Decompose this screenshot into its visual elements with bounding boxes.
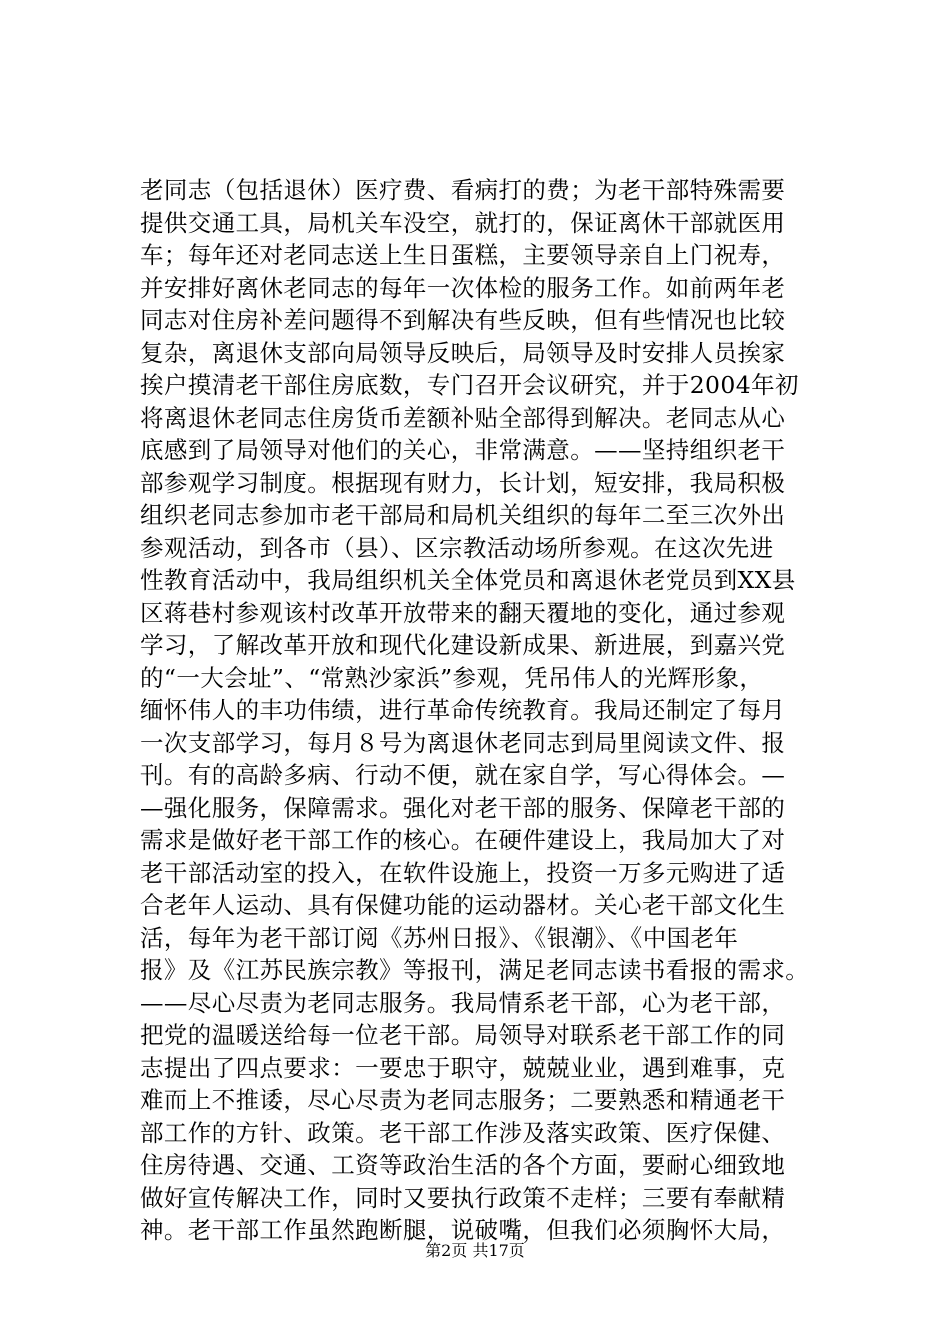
text-line: —强化服务，保障需求。强化对老干部的服务、保障老干部的: [140, 793, 786, 822]
text-line: 难而上不推诿，尽心尽责为老同志服务；二要熟悉和精通老干: [140, 1086, 786, 1114]
text-line: 挨户摸清老干部住房底数，专门召开会议研究，并于2004年初: [140, 371, 799, 399]
text-line: 住房待遇、交通、工资等政治生活的各个方面，要耐心细致地: [140, 1151, 786, 1179]
text-line: 复杂，离退休支部向局领导反映后，局领导及时安排人员挨家: [140, 338, 786, 367]
text-line: 参观活动，到各市（县）、区宗教活动场所参观。在这次先进: [140, 533, 774, 562]
text-line: 把党的温暖送给每一位老干部。局领导对联系老干部工作的同: [140, 1021, 786, 1049]
text-line: 区蒋巷村参观该村改革开放带来的翻天覆地的变化，通过参观: [140, 598, 786, 627]
text-line: 的“一大会址”、“常熟沙家浜”参观，凭吊伟人的光辉形象，: [140, 663, 764, 692]
text-line: 神。老干部工作虽然跑断腿，说破嘴，但我们必须胸怀大局，: [140, 1216, 786, 1244]
text-line: 并安排好离休老同志的每年一次体检的服务工作。如前两年老: [140, 273, 786, 302]
text-line: 性教育活动中，我局组织机关全体党员和离退休老党员到XX县: [140, 566, 796, 594]
body-text: [140, 174, 860, 1247]
text-line: 将离退休老同志住房货币差额补贴全部得到解决。老同志从心: [140, 403, 786, 432]
text-line: 活，每年为老干部订阅《苏州日报》、《银潮》、《中国老年: [140, 923, 739, 952]
page-footer: 第2页 共17页: [425, 1241, 525, 1260]
text-line: 提供交通工具，局机关车没空，就打的，保证离休干部就医用: [140, 208, 786, 237]
text-line: 报》及《江苏民族宗教》等报刊，满足老同志读书看报的需求。: [140, 956, 810, 984]
text-line: 一次支部学习，每月８号为离退休老同志到局里阅读文件、报: [140, 728, 786, 757]
text-line: 同志对住房补差问题得不到解决有些反映，但有些情况也比较: [140, 306, 786, 334]
text-line: 刊。有的高龄多病、行动不便，就在家自学，写心得体会。—: [140, 761, 786, 789]
text-line: 部工作的方针、政策。老干部工作涉及落实政策、医疗保健、: [140, 1118, 786, 1147]
text-line: 底感到了局领导对他们的关心，非常满意。——坚持组织老干: [140, 436, 786, 464]
text-line: 做好宣传解决工作，同时又要执行政策不走样；三要有奉献精: [140, 1183, 786, 1212]
text-line: 老同志（包括退休）医疗费、看病打的费；为老干部特殊需要: [140, 176, 786, 204]
text-line: 合老年人运动、具有保健功能的运动器材。关心老干部文化生: [140, 891, 786, 919]
text-line: 车；每年还对老同志送上生日蛋糕，主要领导亲自上门祝寿，: [140, 241, 786, 269]
text-line: ——尽心尽责为老同志服务。我局情系老干部，心为老干部，: [140, 988, 786, 1017]
text-line: 缅怀伟人的丰功伟绩，进行革命传统教育。我局还制定了每月: [140, 696, 786, 724]
text-line: 需求是做好老干部工作的核心。在硬件建设上，我局加大了对: [140, 826, 786, 854]
text-line: 志提出了四点要求：一要忠于职守，兢兢业业，遇到难事，克: [140, 1053, 786, 1082]
text-line: 组织老同志参加市老干部局和局机关组织的每年二至三次外出: [140, 501, 786, 529]
text-line: 学习，了解改革开放和现代化建设新成果、新进展，到嘉兴党: [140, 631, 786, 659]
text-line: 老干部活动室的投入，在软件设施上，投资一万多元购进了适: [140, 858, 786, 887]
text-line: 部参观学习制度。根据现有财力，长计划，短安排，我局积极: [140, 468, 786, 497]
